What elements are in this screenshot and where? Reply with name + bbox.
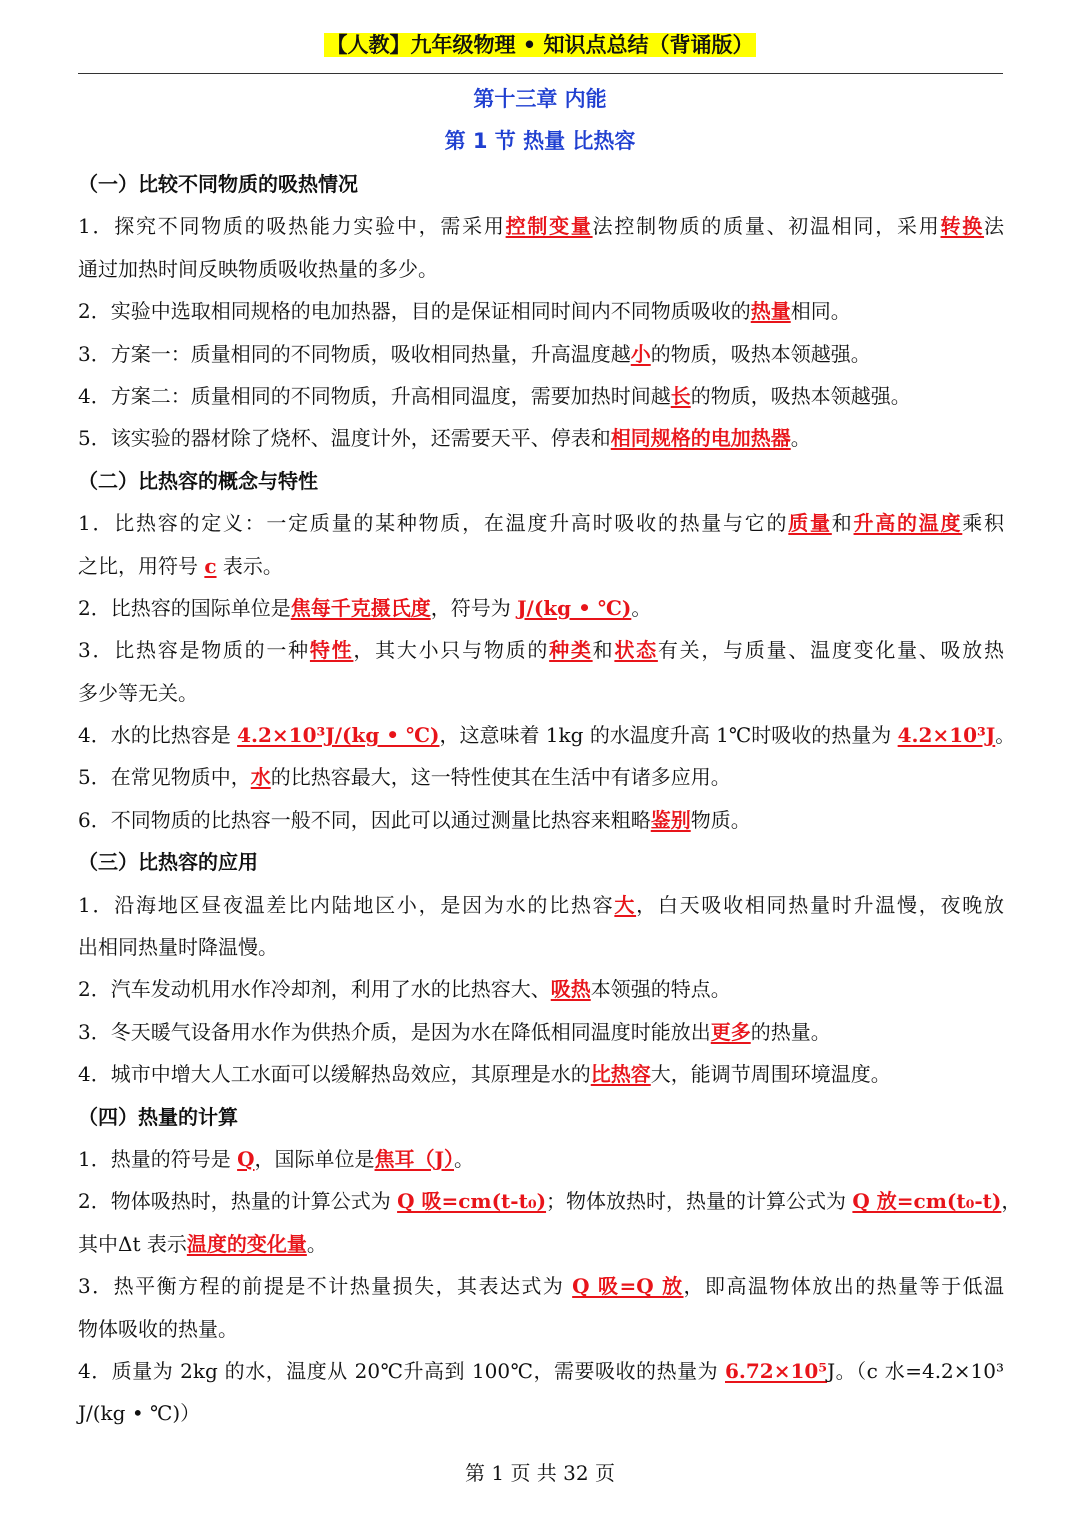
answer-highlight: 鉴别 — [650, 807, 691, 832]
answer-highlight: 4.2×10³J/(kg • ℃) — [237, 723, 440, 748]
chapter-title: 第十三章 内能 — [473, 87, 607, 111]
answer-highlight: 种类 — [549, 638, 593, 663]
text-segment: 2．汽车发动机用水作冷却剂，利用了水的比热容大、 — [78, 977, 551, 1002]
answer-highlight: 焦耳（J） — [374, 1146, 454, 1171]
text-segment: 1．热量的符号是 — [78, 1146, 238, 1171]
text-segment: ；物体放热时，热量的计算公式为 — [546, 1189, 853, 1214]
text-segment: 。 — [995, 723, 1016, 748]
text-line — [78, 1308, 1004, 1350]
subsection-heading — [78, 163, 1004, 205]
text-segment: 。 — [790, 426, 811, 451]
text-segment: 法 — [984, 214, 1005, 239]
text-line — [78, 587, 1004, 629]
text-line — [78, 1265, 1004, 1307]
text-segment: 之比，用符号 — [78, 553, 205, 578]
text-line — [78, 629, 1004, 671]
text-segment: （四）热量的计算 — [78, 1104, 238, 1129]
text-segment: J/(kg • ℃)） — [78, 1401, 201, 1426]
text-line — [78, 884, 1004, 926]
text-line — [78, 375, 1004, 417]
text-segment: 5．在常见物质中， — [78, 765, 251, 790]
text-line — [78, 333, 1004, 375]
text-segment: 1．比热容的定义：一定质量的某种物质，在温度升高时吸收的热量与它的 — [78, 511, 789, 536]
text-segment: ，这意味着 1kg 的水温度升高 1℃时吸收的热量为 — [439, 723, 898, 748]
text-segment: 法控制物质的质量、初温相同，采用 — [592, 214, 941, 239]
answer-highlight: 更多 — [710, 1019, 751, 1044]
answer-highlight: 相同规格的电加热器 — [610, 426, 791, 451]
text-segment: 相同。 — [790, 299, 851, 324]
text-segment: 和 — [831, 511, 854, 536]
text-segment: 3．冬天暖气设备用水作为供热介质，是因为水在降低相同温度时能放出 — [78, 1019, 711, 1044]
text-segment: 的比热容最大，这一特性使其在生活中有诸多应用。 — [270, 765, 731, 790]
answer-highlight: Q 吸=cm(t-t₀) — [397, 1189, 547, 1214]
page-header — [0, 30, 1080, 60]
section-title: 第 1 节 热量 比热容 — [444, 129, 636, 153]
text-segment: 4．质量为 2kg 的水，温度从 20℃升高到 100℃，需要吸收的热量为 — [78, 1358, 725, 1383]
text-segment: （一）比较不同物质的吸热情况 — [78, 172, 358, 196]
text-line — [78, 248, 1004, 290]
text-segment: ， — [1001, 1189, 1022, 1214]
answer-highlight: 焦每千克摄氏度 — [290, 595, 431, 620]
text-segment: J。（c 水=4.2×10³ — [827, 1358, 1004, 1383]
text-segment: 物体吸收的热量。 — [78, 1316, 238, 1341]
text-line — [78, 205, 1004, 247]
answer-highlight: 大 — [614, 892, 637, 917]
text-segment: 有关，与质量、温度变化量、吸放热 — [657, 638, 1005, 663]
text-segment: 2．物体吸热时，热量的计算公式为 — [78, 1189, 398, 1214]
text-line — [78, 417, 1004, 459]
text-segment: 3．方案一：质量相同的不同物质，吸收相同热量，升高温度越 — [78, 341, 631, 366]
answer-highlight: 水 — [250, 765, 271, 790]
text-line — [78, 545, 1004, 587]
answer-highlight: Q 放=cm(t₀-t) — [852, 1189, 1002, 1214]
text-segment: 3．热平衡方程的前提是不计热量损失，其表达式为 — [78, 1274, 573, 1299]
text-segment: 。 — [306, 1231, 327, 1256]
answer-highlight: 长 — [670, 383, 691, 408]
answer-highlight: 质量 — [788, 511, 832, 536]
text-line — [78, 714, 1016, 756]
text-segment: ，白天吸收相同热量时升温慢，夜晚放 — [636, 892, 1005, 917]
text-segment: 乘积 — [962, 511, 1005, 536]
text-segment: 多少等无关。 — [78, 680, 198, 705]
answer-highlight: c — [204, 553, 217, 578]
answer-highlight: 6.72×10⁵ — [725, 1358, 828, 1383]
text-line — [78, 799, 1004, 841]
text-segment: ，国际单位是 — [254, 1146, 375, 1171]
text-line — [78, 1180, 1022, 1222]
answer-highlight: 状态 — [614, 638, 658, 663]
text-segment: ，符号为 — [430, 595, 518, 620]
text-segment: 。 — [453, 1146, 474, 1171]
text-line — [78, 502, 1004, 544]
answer-highlight: 4.2×10³J — [897, 723, 996, 748]
text-segment: ，其大小只与物质的 — [353, 638, 550, 663]
text-segment: 2．比热容的国际单位是 — [78, 595, 291, 620]
text-segment: 2．实验中选取相同规格的电加热器，目的是保证相同时间内不同物质吸收的 — [78, 299, 751, 324]
subsection-heading — [78, 841, 1004, 883]
text-segment: 表示。 — [216, 553, 283, 578]
text-segment: （二）比热容的概念与特性 — [78, 468, 318, 493]
answer-highlight: 比热容 — [590, 1062, 651, 1087]
answer-highlight: J/(kg • ℃) — [517, 595, 632, 620]
text-segment: 和 — [592, 638, 615, 663]
answer-highlight: 特性 — [309, 638, 354, 663]
text-line — [78, 672, 1004, 714]
subsection-heading — [78, 1096, 1004, 1138]
text-segment: 的物质，吸热本领越强。 — [690, 383, 911, 408]
header-divider — [78, 73, 1003, 74]
text-line — [78, 1053, 1004, 1095]
page-footer: 第 1 页 共 32 页 — [465, 1461, 615, 1485]
text-line — [78, 1223, 1004, 1265]
text-segment: 4．水的比热容是 — [78, 723, 238, 748]
text-segment: 6．不同物质的比热容一般不同，因此可以通过测量比热容来粗略 — [78, 807, 651, 832]
text-line — [78, 926, 1004, 968]
answer-highlight: 控制变量 — [505, 214, 593, 239]
content-body — [78, 163, 1022, 1435]
text-segment: 4．城市中增大人工水面可以缓解热岛效应，其原理是水的 — [78, 1062, 591, 1087]
text-segment: 物质。 — [690, 807, 751, 832]
answer-highlight: 转换 — [940, 214, 985, 239]
text-line — [78, 1392, 1004, 1434]
text-segment: 大，能调节周围环境温度。 — [650, 1062, 891, 1087]
text-segment: 通过加热时间反映物质吸收热量的多少。 — [78, 256, 438, 281]
subsection-heading — [78, 460, 1004, 502]
answer-highlight: 吸热 — [550, 977, 591, 1002]
text-line — [78, 756, 1004, 798]
answer-highlight: 升高的温度 — [853, 511, 963, 536]
text-line — [78, 1350, 1004, 1392]
answer-highlight: 小 — [630, 341, 651, 366]
answer-highlight: 温度的变化量 — [186, 1231, 307, 1256]
answer-highlight: Q — [237, 1146, 255, 1171]
header-title: 【人教】九年级物理 • 知识点总结（背诵版） — [326, 33, 754, 57]
text-segment: 的热量。 — [750, 1019, 831, 1044]
text-segment: 3．比热容是物质的一种 — [78, 638, 310, 663]
text-segment: 。 — [631, 595, 652, 620]
text-line — [78, 290, 1004, 332]
text-segment: 其中Δt 表示 — [78, 1231, 187, 1256]
text-line — [78, 968, 1004, 1010]
text-segment: 出相同热量时降温慢。 — [78, 935, 278, 960]
text-segment: 5．该实验的器材除了烧杯、温度计外，还需要天平、停表和 — [78, 426, 611, 451]
text-segment: （三）比热容的应用 — [78, 850, 258, 875]
text-line — [78, 1011, 1004, 1053]
text-segment: 的物质，吸热本领越强。 — [650, 341, 871, 366]
text-segment: 本领强的特点。 — [590, 977, 731, 1002]
answer-highlight: 热量 — [750, 299, 791, 324]
text-segment: 1．沿海地区昼夜温差比内陆地区小，是因为水的比热容 — [78, 892, 615, 917]
text-segment: 4．方案二：质量相同的不同物质，升高相同温度，需要加热时间越 — [78, 383, 671, 408]
text-segment: ，即高温物体放出的热量等于低温 — [683, 1274, 1004, 1299]
answer-highlight: Q 吸=Q 放 — [572, 1274, 684, 1299]
text-segment: 1．探究不同物质的吸热能力实验中，需采用 — [78, 214, 506, 239]
text-line — [78, 1138, 1004, 1180]
